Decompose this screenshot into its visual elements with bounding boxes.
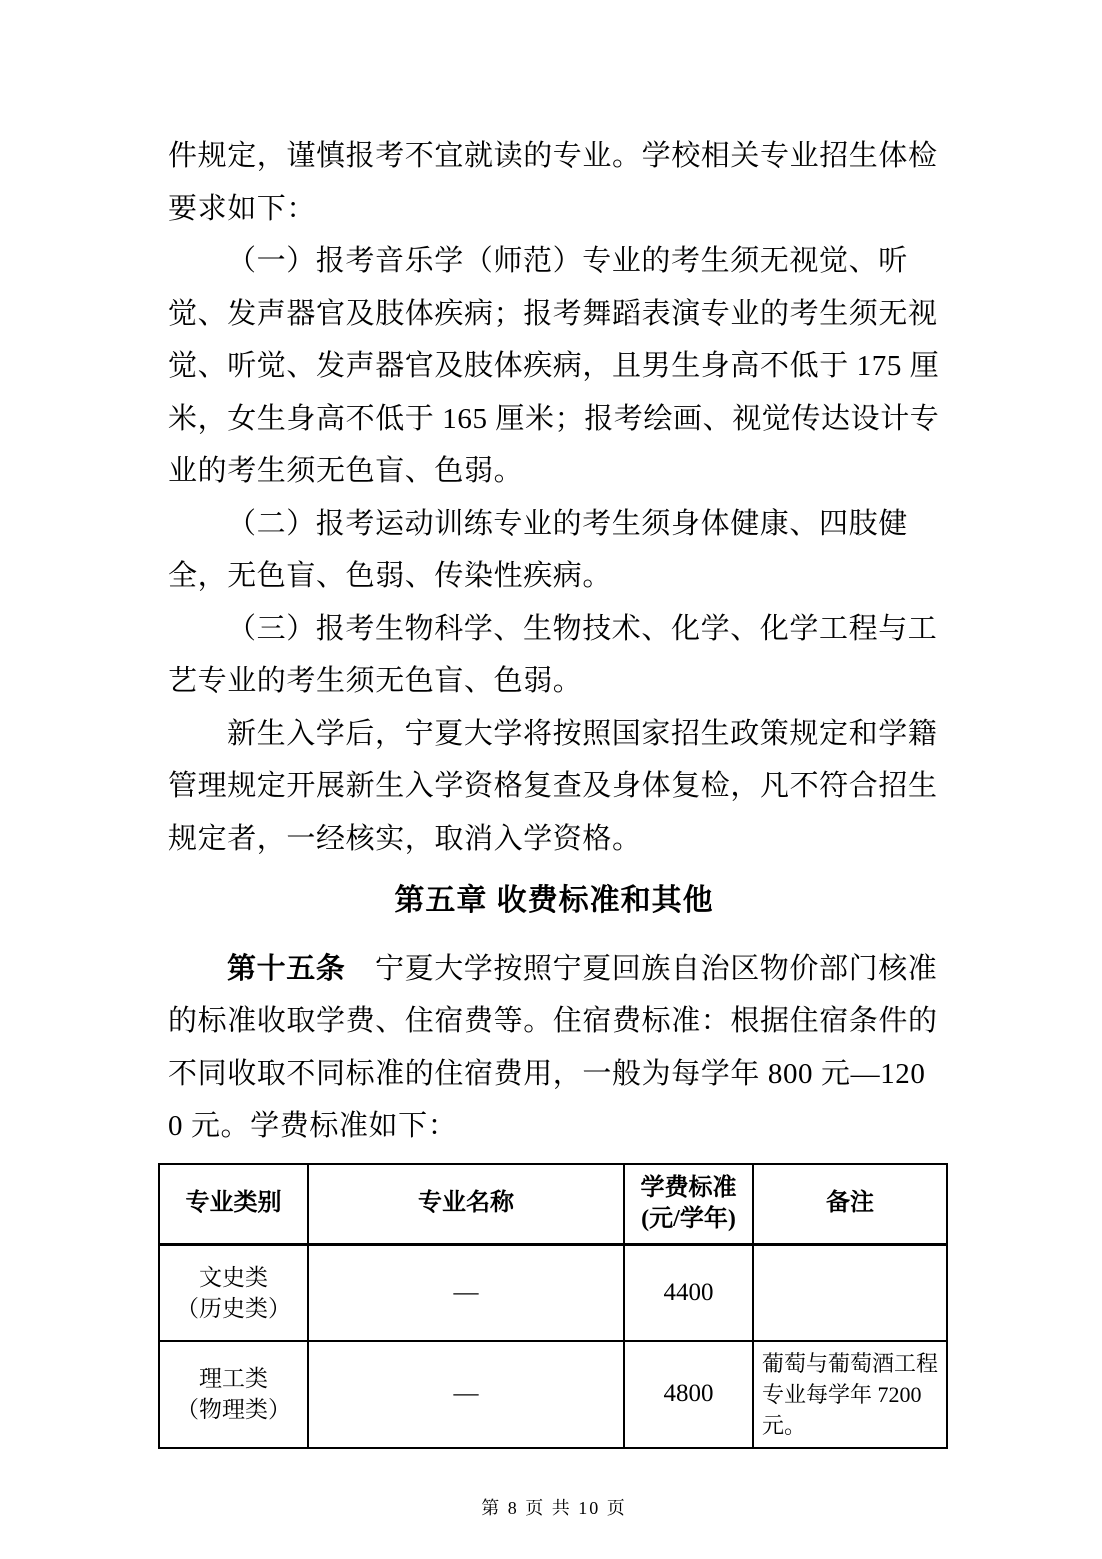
cell-major-science: — xyxy=(308,1341,624,1448)
cell-category-line2: （历史类） xyxy=(176,1295,291,1321)
cell-category-liberal-arts xyxy=(159,1244,308,1341)
cell-note-science: 葡萄与葡萄酒工程专业每学年 7200 元。 xyxy=(753,1341,947,1448)
page-number-footer: 第 8 页 共 10 页 xyxy=(481,1497,627,1518)
table-row-liberal-arts xyxy=(159,1244,947,1341)
body-paragraph-enrollment-check: 新生入学后，宁夏大学将按照国家招生政策规定和学籍管理规定开展新生入学资格复查及身体复检，凡不符合招生规定者，一经核实，取消入学资格。 xyxy=(168,717,938,855)
article-15-number: 第十五条 xyxy=(227,952,346,985)
header-cell-tuition xyxy=(624,1164,753,1245)
table-header-row xyxy=(159,1164,947,1245)
body-paragraph-item-1: （一）报考音乐学（师范）专业的考生须无视觉、听觉、发声器官及肢体疾病；报考舞蹈表演专业的考生须无视觉、听觉、发声器官及肢体疾病，且男生身高不低于 175 厘米，女生身高不低于 165 厘米；报考绘画、视觉传达设计专业的考生须无色盲、色弱。 xyxy=(168,245,940,487)
cell-tuition-liberal-arts: 4400 xyxy=(624,1244,753,1341)
header-cell-category: 专业类别 xyxy=(159,1164,308,1245)
article-15-text: 宁夏大学按照宁夏回族自治区物价部门核准的标准收取学费、住宿费等。住宿费标准：根据住宿条件的不同收取不同标准的住宿费用，一般为每学年 800 元—1200 元。学费标准如下： xyxy=(168,952,938,1142)
table-row-science xyxy=(159,1341,947,1448)
body-paragraph-item-3: （三）报考生物科学、生物技术、化学、化学工程与工艺专业的考生须无色盲、色弱。 xyxy=(168,612,938,697)
header-cell-tuition-line1: 学费标准 xyxy=(640,1174,737,1201)
header-cell-note: 备注 xyxy=(753,1164,947,1245)
header-cell-tuition-line2: (元/学年) xyxy=(641,1205,736,1232)
body-paragraph-continuation: 件规定，谨慎报考不宜就读的专业。学校相关专业招生体检要求如下： xyxy=(168,140,938,225)
cell-tuition-science: 4800 xyxy=(624,1341,753,1448)
cell-category-line2: （物理类） xyxy=(176,1397,291,1422)
cell-category-line1: 理工类 xyxy=(199,1366,268,1391)
cell-category-line1: 文史类 xyxy=(199,1264,268,1290)
article-15-paragraph xyxy=(168,943,940,1153)
tuition-fee-table xyxy=(158,1163,948,1449)
header-cell-major: 专业名称 xyxy=(308,1164,624,1245)
cell-major-liberal-arts: — xyxy=(308,1244,624,1341)
cell-note-liberal-arts xyxy=(753,1244,947,1341)
body-paragraph-item-2: （二）报考运动训练专业的考生须身体健康、四肢健全，无色盲、色弱、传染性疾病。 xyxy=(168,507,908,592)
cell-category-science xyxy=(159,1341,308,1448)
chapter-heading: 第五章 收费标准和其他 xyxy=(394,884,714,917)
